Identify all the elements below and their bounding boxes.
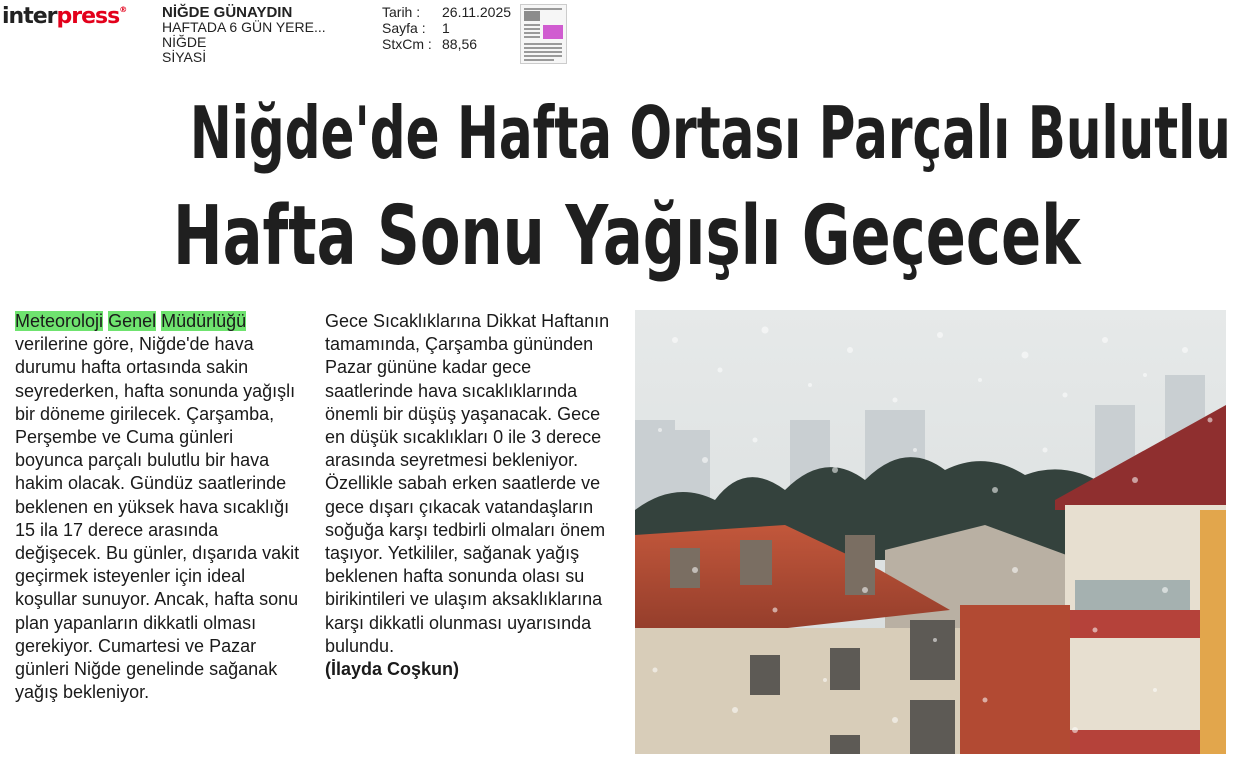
brand-logo-part2: press <box>56 4 120 29</box>
brand-logo-part1: inter <box>2 4 57 29</box>
right-balcony-glass <box>1075 580 1190 610</box>
page-value: 1 <box>442 20 450 36</box>
thumbnail-highlight-block <box>543 25 563 39</box>
thumbnail-line <box>524 8 562 10</box>
thumbnail-line <box>524 24 540 26</box>
article-column-2 <box>325 310 615 681</box>
source-city: NİĞDE <box>162 34 207 50</box>
article-column-1 <box>15 310 300 704</box>
date-label: Tarih : <box>382 4 421 20</box>
thumbnail-line <box>524 43 562 45</box>
registered-mark: ® <box>119 5 128 14</box>
page-thumbnail[interactable] <box>520 4 567 64</box>
stxcm-value: 88,56 <box>442 36 478 52</box>
thumbnail-line <box>524 32 540 34</box>
page-row <box>382 20 511 36</box>
thumbnail-line <box>524 47 562 49</box>
stxcm-row <box>382 36 511 52</box>
article-column-1-text: verilerine göre, Niğde'de hava durumu hafta ortasında sakin seyrederken, hafta sonunda yağışlı bir döneme girilecek. Çarşamba, Perşembe ve Cuma günleri boyunca parçalı bulutlu bir hava hakim olacak. Gündüz saatlerinde beklenen en yüksek hava sıcaklığı 15 ila 17 derece arasında değişecek. Bu günler, dışarıda vakit geçirmek isteyenler için ideal koşullar sunuyor. Ancak, hafta sonu plan yapanların dikkatli olması gerekiyor. Cumartesi ve Pazar günleri Niğde genelinde sağanak yağış bekleniyor. <box>15 334 300 703</box>
thumbnail-line <box>524 59 554 61</box>
rainy-rooftops-photo <box>635 310 1226 754</box>
highlighted-keyword: Genel <box>108 311 157 331</box>
headline-line-2: Hafta Sonu Yağışlı Geçecek <box>173 189 1081 284</box>
thumbnail-line <box>524 55 562 57</box>
date-row <box>382 4 511 20</box>
thumbnail-line <box>524 51 562 53</box>
page-label: Sayfa : <box>382 20 426 36</box>
source-info <box>162 5 326 65</box>
highlighted-keyword: Meteoroloji <box>15 311 104 331</box>
brand-logo <box>2 6 127 28</box>
right-building-edge <box>1200 510 1226 754</box>
article-short-title: HAFTADA 6 GÜN YERE... <box>162 19 326 35</box>
right-lower-balcony <box>1065 730 1200 754</box>
highlighted-keyword: Müdürlüğü <box>161 311 247 331</box>
stxcm-label: StxCm : <box>382 36 432 52</box>
date-value: 26.11.2025 <box>442 4 512 20</box>
middle-building <box>960 605 1070 754</box>
article-column-2-text: Gece Sıcaklıklarına Dikkat Haftanın tamamında, Çarşamba gününden Pazar gününe kadar gece saatlerinde hava sıcaklıklarında önemli bir düşüş yaşanacak. Gece en düşük sıcaklıkları 0 ile 3 derece arasında seyretmesi bekleniyor. Özellikle sabah erken saatlerde ve gece dışarı çıkacak vatandaşların soğuğa karşı tedbirli olmaları önem taşıyor. Yetkililer, sağanak yağış beklenen hafta sonunda olası su birikintileri ve ulaşım aksaklıklarına karşı dikkatli olunması uyarısında bulundu. <box>325 311 610 656</box>
author-byline: (İlayda Coşkun) <box>325 659 460 680</box>
publication-name: NİĞDE GÜNAYDIN <box>162 4 293 21</box>
source-section: SİYASİ <box>162 49 207 65</box>
thumbnail-image-block <box>524 11 540 21</box>
headline-line-1: Niğde'de Hafta Ortası Parçalı Bulutlu <box>189 91 1231 175</box>
clip-meta <box>382 4 511 52</box>
thumbnail-line <box>524 36 540 38</box>
right-balcony <box>1065 610 1200 638</box>
thumbnail-line <box>524 28 540 30</box>
